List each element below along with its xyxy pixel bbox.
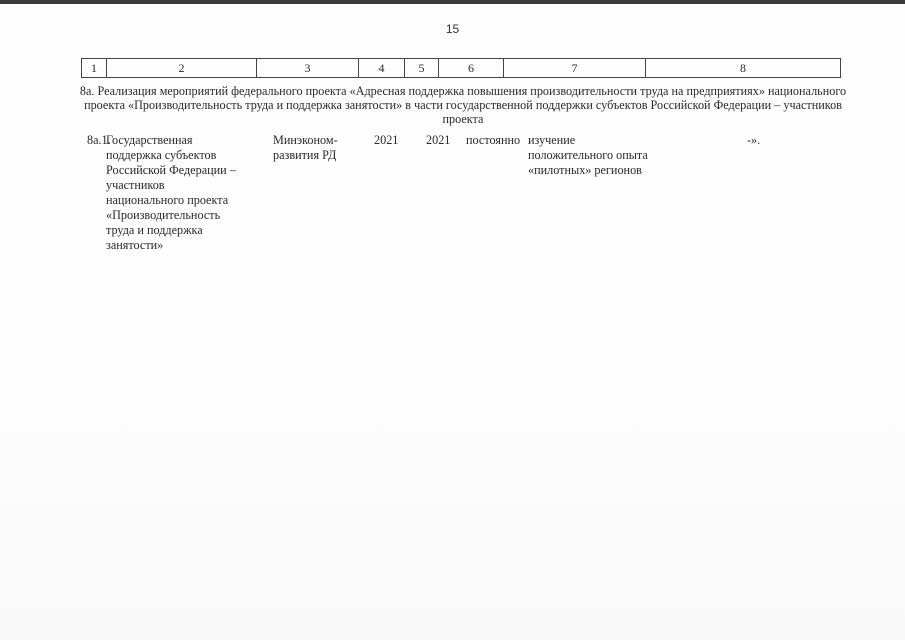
page-number: 15 bbox=[445, 22, 460, 36]
scan-background bbox=[0, 410, 905, 640]
header-cell-6: 6 bbox=[439, 59, 504, 78]
header-cell-7: 7 bbox=[504, 59, 646, 78]
row-executor: Минэконом- развития РД bbox=[273, 133, 338, 162]
row-activity-name: Государственная поддержка субъектов Российской Федерации – участников национального проекта «Производительность труда и поддержка занятости» bbox=[106, 133, 236, 252]
header-cell-1: 1 bbox=[82, 59, 107, 78]
section-title: 8а. Реализация мероприятий федерального проекта «Адресная поддержка повышения производительности труда на предприятиях» национального проекта «Производительность труда и поддержка занятости» в части государственной поддержки субъектов Российской Федерации – участников проекта bbox=[79, 84, 847, 126]
column-number-header bbox=[81, 58, 841, 78]
header-cell-3: 3 bbox=[257, 59, 359, 78]
row-end-year: 2021 bbox=[426, 133, 451, 147]
row-period: постоянно bbox=[466, 133, 521, 147]
header-cell-4: 4 bbox=[359, 59, 405, 78]
row-start-year: 2021 bbox=[374, 133, 399, 147]
row-expected-result: изучение положительного опыта «пилотных» регионов bbox=[528, 133, 648, 177]
header-row bbox=[82, 59, 841, 78]
header-cell-8: 8 bbox=[646, 59, 841, 78]
header-cell-2: 2 bbox=[107, 59, 257, 78]
scan-top-edge bbox=[0, 0, 905, 4]
row-note: -». bbox=[747, 133, 761, 147]
row-number: 8а.1. bbox=[87, 133, 111, 147]
header-cell-5: 5 bbox=[405, 59, 439, 78]
